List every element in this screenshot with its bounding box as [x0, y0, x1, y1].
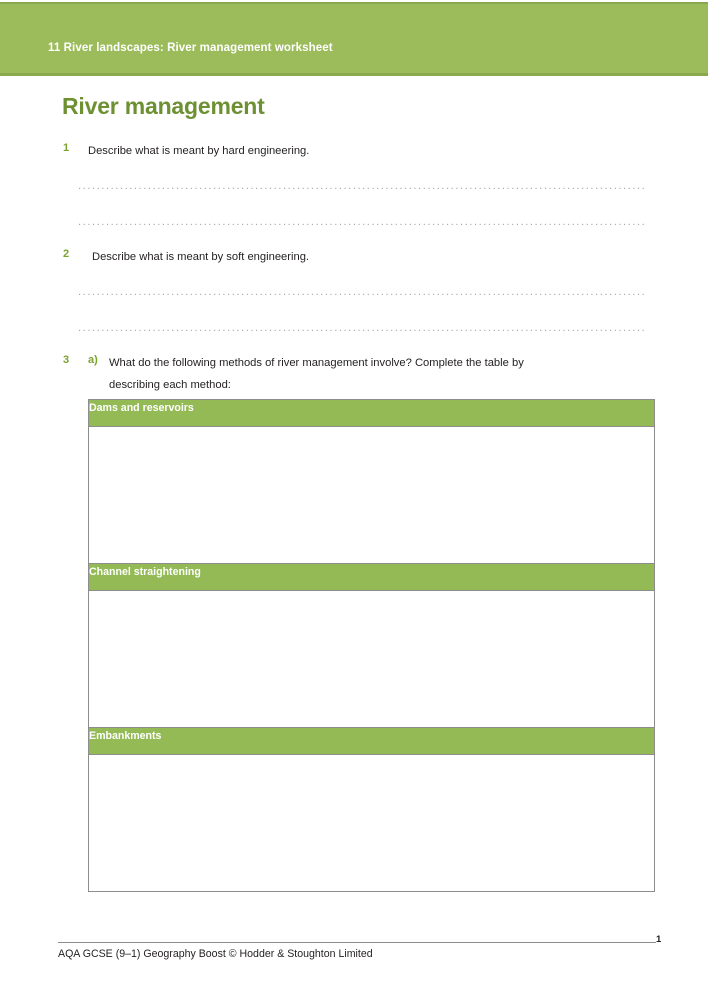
question-3-number: 3: [63, 354, 70, 366]
question-1-number: 1: [63, 142, 70, 154]
table-header-label-dams: Dams and reservoirs: [89, 402, 194, 414]
page-number: 1: [656, 934, 662, 945]
table-answer-cell-channel-straightening[interactable]: [89, 591, 655, 728]
table-answer-cell-dams[interactable]: [89, 427, 655, 564]
page-header-banner: [0, 2, 708, 76]
table-row: [89, 591, 655, 728]
answer-line-2b[interactable]: ..........................................................................................................................: [78, 322, 647, 334]
table-header-cell-dams: [89, 400, 655, 427]
table-answer-cell-embankments[interactable]: [89, 755, 655, 892]
answer-line-1a[interactable]: ..........................................................................................................................: [78, 180, 647, 192]
header-title: 11 River landscapes: River management worksheet: [48, 42, 333, 54]
question-2-text: Describe what is meant by soft engineering.: [92, 251, 310, 263]
question-1-text: Describe what is meant by hard engineering.: [88, 145, 310, 157]
question-3-text-line-1: What do the following methods of river management involve? Complete the table by: [109, 357, 524, 369]
table-header-label-embankments: Embankments: [89, 730, 162, 742]
table-row-header: [89, 564, 655, 591]
table-row: [89, 427, 655, 564]
table-row: [89, 755, 655, 892]
question-2-number: 2: [63, 248, 70, 260]
table-row-header: [89, 728, 655, 755]
table-row-header: [89, 400, 655, 427]
footer-copyright: AQA GCSE (9–1) Geography Boost © Hodder & Stoughton Limited: [58, 948, 373, 960]
answer-line-1b[interactable]: ..........................................................................................................................: [78, 216, 647, 228]
page-title: River management: [62, 93, 265, 119]
question-3-text-line-2: describing each method:: [109, 379, 231, 391]
question-3-sub-label: a): [88, 354, 98, 366]
table-header-label-channel-straightening: Channel straightening: [89, 566, 201, 578]
footer-divider: [58, 942, 656, 943]
table-header-cell-channel-straightening: [89, 564, 655, 591]
river-management-methods-table: [88, 399, 655, 892]
answer-line-2a[interactable]: ..........................................................................................................................: [78, 286, 647, 298]
table-header-cell-embankments: [89, 728, 655, 755]
